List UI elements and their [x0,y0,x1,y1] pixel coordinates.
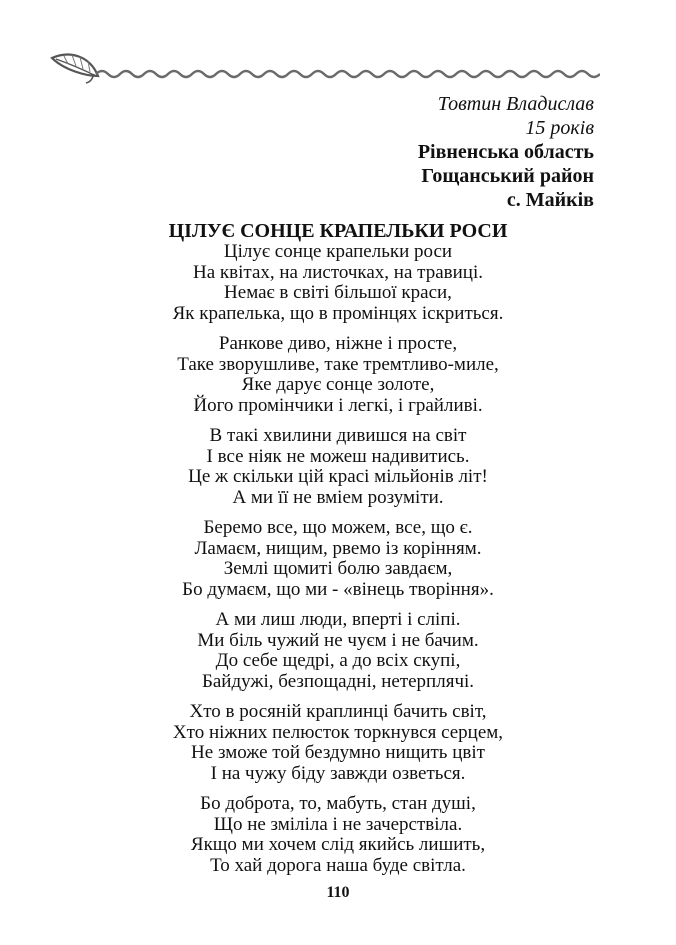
poem-line: Бо думаєм, що ми - «вінець творіння». [182,578,494,600]
poem-line: То хай дорога наша буде світла. [210,854,466,876]
author-name: Товтин Владислав [437,93,594,115]
poem-line: Як крапелька, що в промінцях іскриться. [172,302,504,324]
feather-wave-ornament [50,46,600,88]
poem-line: Яке дарує сонце золоте, [241,374,435,395]
poem-line: До себе щедрі, а до всіх скупі, [215,650,461,671]
author-block [418,92,594,212]
stanza [0,334,676,416]
poem-line: А ми лиш люди, вперті і сліпі. [215,609,461,630]
stanza [0,518,676,600]
poem-line: А ми її не вміем розуміти. [232,486,444,508]
author-district: Гощанський район [421,165,594,187]
author-region: Рівненська область [417,141,594,163]
poem-line: Що не зміліла і не зачерствіла. [213,813,463,835]
author-village: с. Майків [506,189,594,211]
poem-line: Це ж скільки цій красі мільйонів літ! [188,466,488,487]
poem-title: ЦІЛУЄ СОНЦЕ КРАПЕЛЬКИ РОСИ [168,220,508,242]
poem-line: І на чужу біду завжди озветься. [210,762,466,784]
poem-line: І все ніяк не можеш надивитись. [206,445,470,467]
poem-line: Ламаєм, нищим, рвемо із корінням. [194,537,482,559]
poem-line: Немає в світі більшої краси, [224,282,452,303]
wave-line [96,71,600,77]
poem-line: Землі щомиті болю завдаєм, [223,558,453,579]
feather-icon [52,55,98,83]
poem-line: Байдужі, безпощадні, нетерплячі. [201,670,475,692]
poem-line: Хто в росяній краплинці бачить світ, [189,701,487,722]
stanza [0,610,676,692]
stanza [0,794,676,876]
author-age: 15 років [525,117,594,139]
page-number: 110 [326,884,350,901]
poem-line: Ранкове диво, ніжне і просте, [218,333,458,354]
poem-line: Ми біль чужий не чуєм і не бачим. [197,629,479,651]
stanza [0,702,676,784]
poem-line: Якщо ми хочем слід якийсь лишить, [190,834,486,855]
poem-line: Хто ніжних пелюсток торкнувся серцем, [172,721,504,743]
poem-line: В такі хвилини дивишся на світ [209,425,467,446]
stanza [0,242,676,324]
poem-line: Цілує сонце крапельки роси [223,241,453,262]
poem-line: Не зможе той бездумно нищить цвіт [191,742,485,763]
poem [0,220,676,886]
poem-line: Його промінчики і легкі, і грайливі. [193,394,483,416]
poem-line: Таке зворушливе, таке тремтливо-миле, [177,353,499,375]
poem-line: Беремо все, що можем, все, що є. [203,517,473,538]
stanza [0,426,676,508]
poem-line: Бо доброта, то, мабуть, стан душі, [200,793,476,814]
poem-line: На квітах, на листочках, на травиці. [193,261,483,283]
